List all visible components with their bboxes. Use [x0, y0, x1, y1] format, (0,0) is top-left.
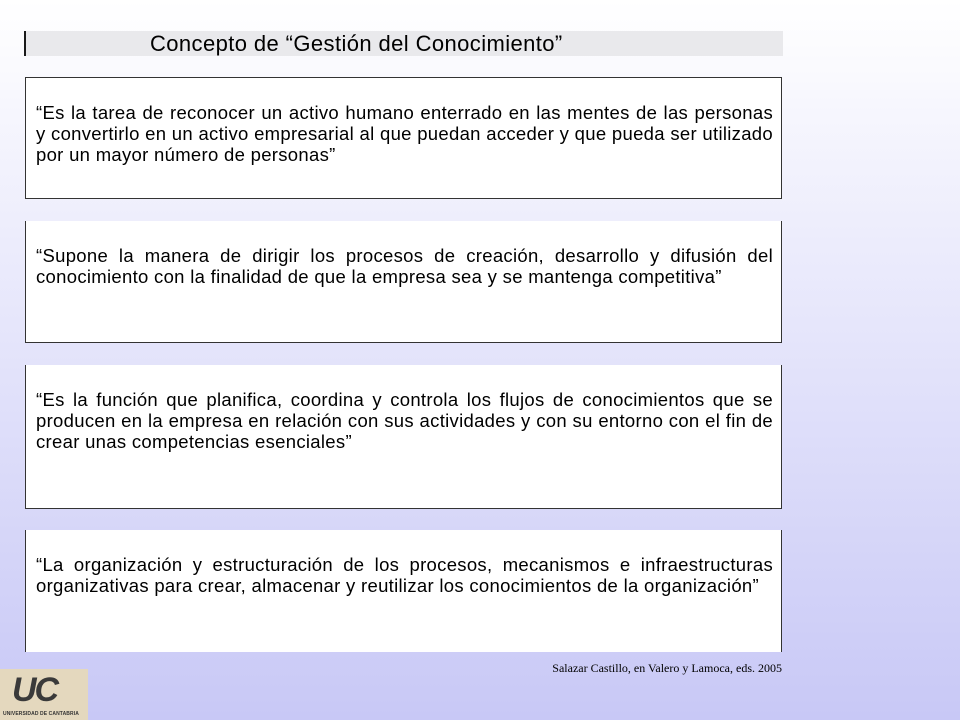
citation: Salazar Castillo, en Valero y Lamoca, eds. 2005	[552, 661, 782, 675]
quote-box-3	[25, 365, 782, 509]
quote-box-1	[25, 77, 782, 199]
title-bar	[24, 31, 783, 56]
quote-text-2: “Supone la manera de dirigir los procesos de creación, desarrollo y difusión del conocimiento con la finalidad de que la empresa sea y se mantenga competitiva”	[36, 245, 773, 287]
logo-mark: UC	[12, 671, 58, 709]
quote-box-4	[25, 530, 782, 652]
logo-caption: UNIVERSIDAD DE CANTABRIA	[3, 711, 79, 717]
quote-text-1: “Es la tarea de reconocer un activo humano enterrado en las mentes de las personas y convertirlo en un activo empresarial al que puedan acceder y que pueda ser utilizado por un mayor número de personas”	[36, 102, 773, 165]
university-logo	[0, 669, 88, 720]
quote-text-3: “Es la función que planifica, coordina y controla los flujos de conocimientos que se producen en la empresa en relación con sus actividades y con su entorno con el fin de crear unas competencias esenciales”	[36, 389, 773, 452]
quote-text-4: “La organización y estructuración de los procesos, mecanismos e infraestructuras organizativas para crear, almacenar y reutilizar los conocimientos de la organización”	[36, 554, 773, 596]
slide-title: Concepto de “Gestión del Conocimiento”	[150, 31, 563, 56]
quote-box-2	[25, 221, 782, 343]
